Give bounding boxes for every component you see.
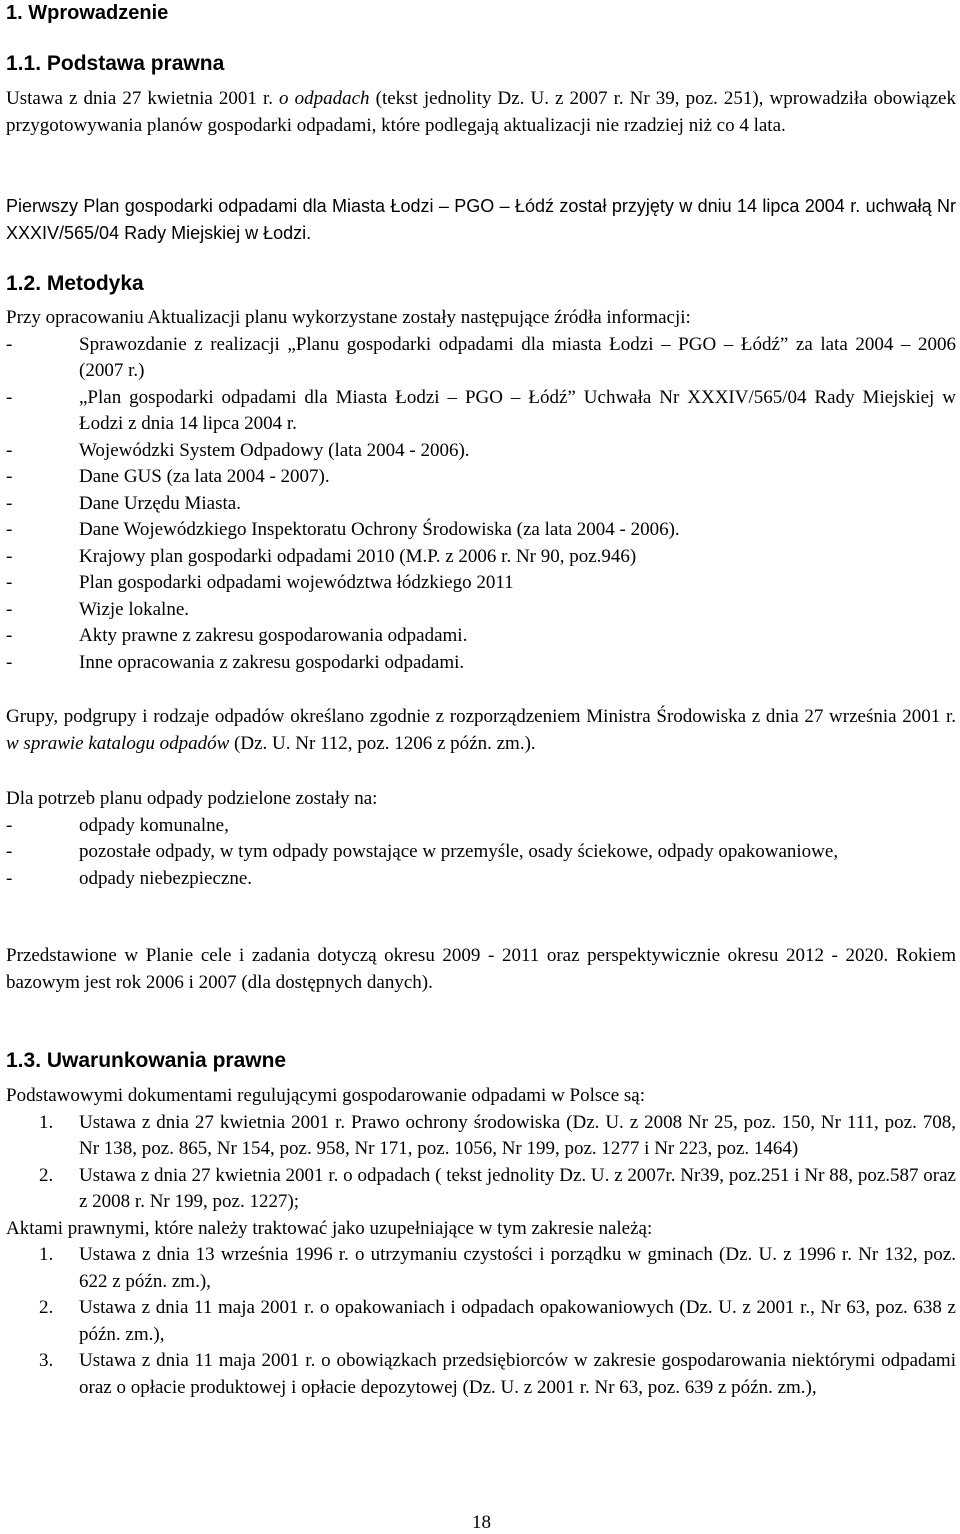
- section-heading-1-1: 1.1. Podstawa prawna: [6, 52, 225, 75]
- section-heading-1-3: 1.3. Uwarunkowania prawne: [6, 1049, 287, 1072]
- list-item: [6, 332, 956, 385]
- list-marker: 2.: [39, 1297, 54, 1318]
- list-item: [6, 839, 956, 866]
- list-marker: -: [6, 625, 13, 646]
- legal-basis-paragraph: Ustawa z dnia 27 kwietnia 2001 r. o odpadach (tekst jednolity Dz. U. z 2007 r. Nr 39, poz. 251), wprowadziła obowiązek przygotowywania planów gospodarki odpadami, które podlegają aktualizacji nie rzadziej niż co 4 lata.: [6, 88, 956, 136]
- list-item-text: Plan gospodarki odpadami województwa łódzkiego 2011: [79, 572, 514, 593]
- list-item-text: Ustawa z dnia 11 maja 2001 r. o obowiązkach przedsiębiorców w zakresie gospodarowania niektórymi odpadami oraz o opłacie produktowej i opłacie depozytowej (Dz. U. z 2001 r. Nr 63, poz. 639 z późn. zm.),: [79, 1350, 956, 1398]
- list-item-text: Ustawa z dnia 13 września 1996 r. o utrzymaniu czystości i porządku w gminach (Dz. U. z 1996 r. Nr 132, poz. 622 z późn. zm.),: [79, 1244, 956, 1292]
- list-item: [6, 597, 956, 624]
- list-item-text: pozostałe odpady, w tym odpady powstające w przemyśle, osady ściekowe, odpady opakowaniowe,: [79, 841, 839, 862]
- division-intro: Dla potrzeb planu odpady podzielone zostały na:: [6, 788, 378, 809]
- basic-docs-intro: Podstawowymi dokumentami regulującymi gospodarowanie odpadami w Polsce są:: [6, 1085, 646, 1106]
- list-marker: -: [6, 572, 13, 593]
- list-item-text: Dane Urzędu Miasta.: [79, 492, 241, 514]
- list-item: [6, 517, 956, 544]
- groups-paragraph: Grupy, podgrupy i rodzaje odpadów określano zgodnie z rozporządzeniem Ministra Środowiska z dnia 27 września 2001 r. w sprawie katalogu odpadów (Dz. U. Nr 112, poz. 1206 z późn. zm.).: [6, 706, 956, 754]
- list-marker: -: [6, 466, 13, 487]
- supplementary-intro: Aktami prawnymi, które należy traktować jako uzupełniające w tym zakresie należą:: [6, 1217, 653, 1239]
- methodology-block: [6, 305, 956, 676]
- list-marker: -: [6, 651, 13, 673]
- list-item: [6, 866, 956, 893]
- list-item-text: Wojewódzki System Odpadowy (lata 2004 - 2006).: [79, 439, 470, 461]
- division-list: [6, 813, 956, 893]
- list-item-text: odpady komunalne,: [79, 814, 229, 836]
- list-item: [6, 544, 956, 571]
- section-heading-1-2: 1.2. Metodyka: [6, 272, 144, 295]
- list-item: [6, 491, 956, 518]
- list-marker: -: [6, 545, 13, 567]
- list-item-text: Ustawa z dnia 27 kwietnia 2001 r. Prawo ochrony środowiska (Dz. U. z 2008 Nr 25, poz. 150, Nr 111, poz. 708, Nr 138, poz. 865, Nr 154, poz. 958, Nr 171, poz. 1056, Nr 199, poz. 1277 i Nr 223, poz. 1464): [79, 1111, 956, 1159]
- list-item-text: Wizje lokalne.: [79, 598, 190, 620]
- chapter-heading: 1. Wprowadzenie: [6, 2, 169, 24]
- list-item-text: Sprawozdanie z realizacji „Planu gospodarki odpadami dla miasta Łodzi – PGO – Łódź” za lata 2004 – 2006 (2007 r.): [79, 333, 956, 381]
- list-marker: 3.: [39, 1350, 54, 1371]
- first-plan-paragraph: Pierwszy Plan gospodarki odpadami dla Miasta Łodzi – PGO – Łódź został przyjęty w dniu 14 lipca 2004 r. uchwałą Nr XXXIV/565/04 Rady Miejskiej w Łodzi.: [6, 196, 956, 243]
- list-marker: -: [6, 519, 13, 540]
- list-item: [6, 650, 956, 677]
- list-item-text: „Plan gospodarki odpadami dla Miasta Łodzi – PGO – Łódź” Uchwała Nr XXXIV/565/04 Rady Miejskiej w Łodzi z dnia 14 lipca 2004 r.: [79, 386, 956, 434]
- list-item: [6, 623, 956, 650]
- division-block: [6, 786, 956, 892]
- list-item: [6, 1295, 956, 1348]
- list-marker: 1.: [39, 1244, 54, 1265]
- sources-list: [6, 332, 956, 677]
- list-marker: -: [6, 841, 13, 862]
- list-marker: -: [6, 439, 13, 461]
- list-item-text: Ustawa z dnia 11 maja 2001 r. o opakowaniach i odpadach opakowaniowych (Dz. U. z 2001 r., Nr 63, poz. 638 z późn. zm.),: [79, 1297, 956, 1345]
- list-item: [6, 813, 956, 840]
- list-marker: -: [6, 386, 13, 408]
- list-item: [6, 1110, 956, 1163]
- list-item: [6, 1163, 956, 1216]
- list-item-text: Ustawa z dnia 27 kwietnia 2001 r. o odpadach ( tekst jednolity Dz. U. z 2007r. Nr39, poz.251 i Nr 88, poz.587 oraz z 2008 r. Nr 199, poz. 1227);: [79, 1164, 956, 1212]
- basic-docs-list: [6, 1110, 956, 1216]
- list-item: [6, 570, 956, 597]
- legal-conditions-block: [6, 1083, 956, 1401]
- list-marker: 1.: [39, 1111, 54, 1133]
- list-item: [6, 464, 956, 491]
- list-item-text: Akty prawne z zakresu gospodarowania odpadami.: [79, 625, 468, 646]
- list-item-text: Dane Wojewódzkiego Inspektoratu Ochrony Środowiska (za lata 2004 - 2006).: [79, 519, 680, 540]
- sources-intro: Przy opracowaniu Aktualizacji planu wykorzystane zostały następujące źródła informacji:: [6, 307, 691, 328]
- page-number: 18: [472, 1512, 491, 1533]
- list-item: [6, 438, 956, 465]
- list-marker: -: [6, 492, 13, 514]
- list-item-text: Inne opracowania z zakresu gospodarki odpadami.: [79, 651, 465, 673]
- period-paragraph: Przedstawione w Planie cele i zadania dotyczą okresu 2009 - 2011 oraz perspektywicznie okresu 2012 - 2020. Rokiem bazowym jest rok 2006 i 2007 (dla dostępnych danych).: [6, 945, 956, 993]
- supplementary-docs-list: [6, 1242, 956, 1401]
- list-item: [6, 1242, 956, 1295]
- list-marker: -: [6, 867, 13, 889]
- list-item-text: Krajowy plan gospodarki odpadami 2010 (M.P. z 2006 r. Nr 90, poz.946): [79, 545, 637, 567]
- list-item-text: Dane GUS (za lata 2004 - 2007).: [79, 466, 330, 487]
- list-item: [6, 1348, 956, 1401]
- list-marker: -: [6, 814, 13, 836]
- list-item-text: odpady niebezpieczne.: [79, 867, 253, 889]
- list-marker: 2.: [39, 1164, 54, 1186]
- list-marker: -: [6, 333, 13, 355]
- list-item: [6, 385, 956, 438]
- list-marker: -: [6, 598, 13, 620]
